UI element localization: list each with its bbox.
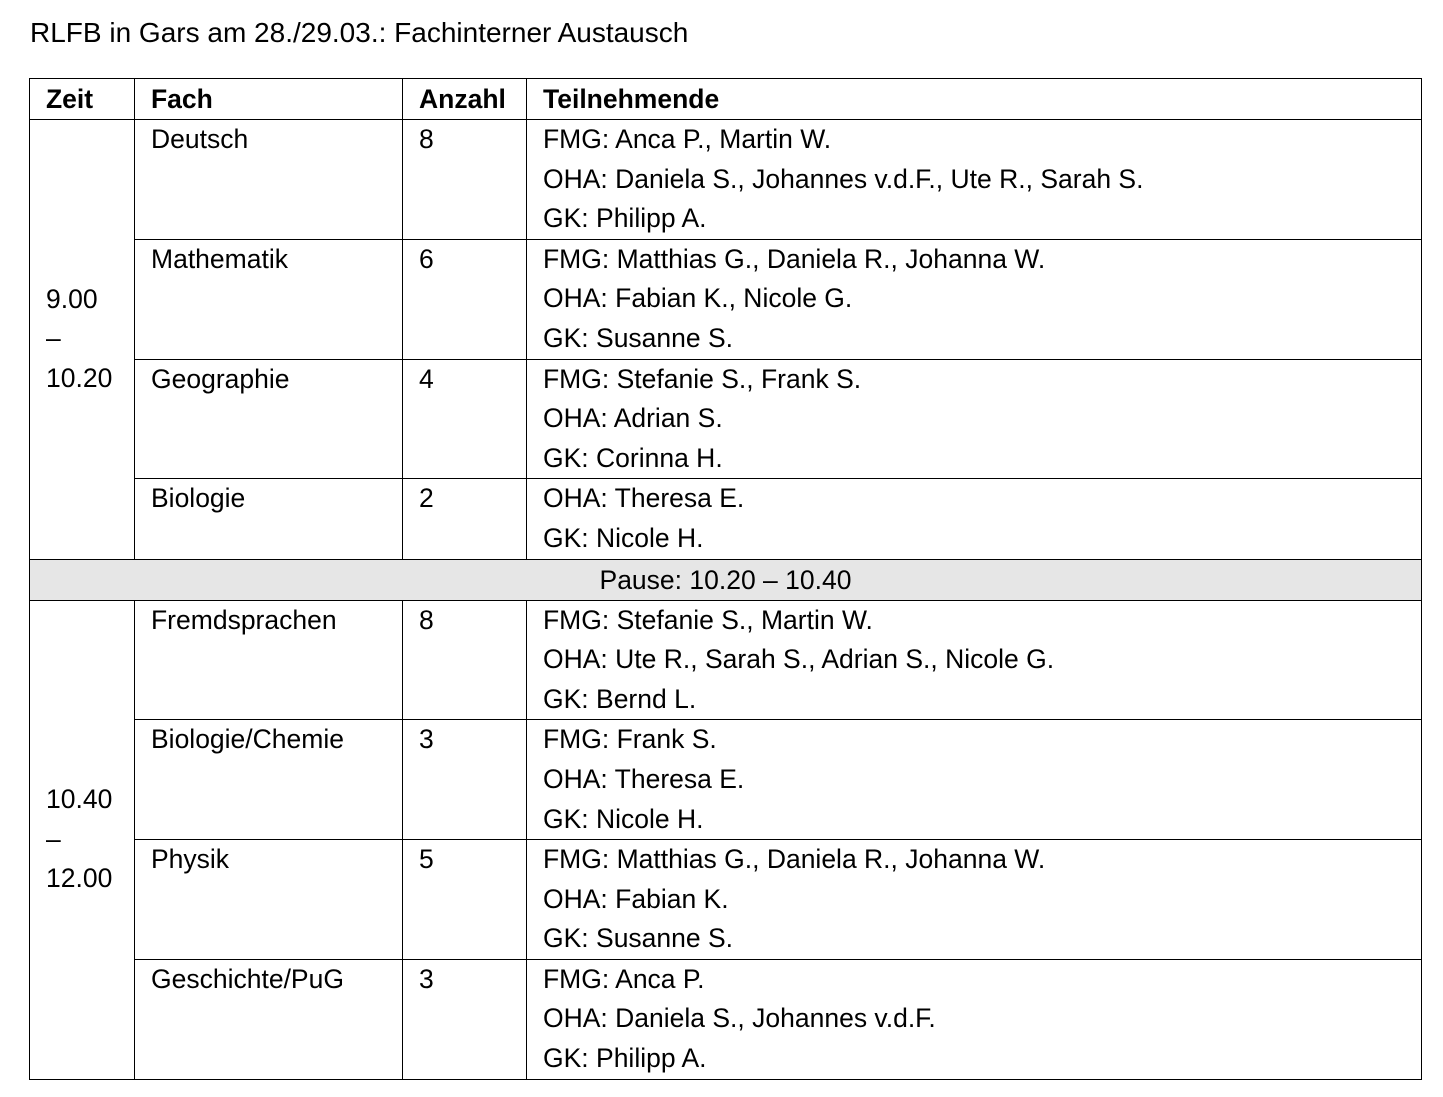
participants-line: OHA: Fabian K. (543, 883, 729, 914)
schedule-table (29, 78, 1422, 1080)
header-fach: Fach (135, 79, 403, 120)
count-cell: 8 (403, 600, 527, 720)
subject-cell: Mathematik (135, 239, 403, 359)
count-cell: 6 (403, 239, 527, 359)
time-end: 10.20 (46, 363, 113, 394)
participants-cell (527, 840, 1422, 960)
time-dash: – (46, 823, 61, 854)
header-teilnehmende: Teilnehmende (527, 79, 1422, 120)
participants-line: FMG: Stefanie S., Martin W. (543, 604, 873, 635)
time-start: 9.00 (46, 283, 98, 314)
participants-cell (527, 720, 1422, 840)
count-cell: 3 (403, 959, 527, 1079)
subject-cell: Geschichte/PuG (135, 959, 403, 1079)
table-row (30, 239, 1422, 359)
participants-cell (527, 959, 1422, 1079)
count-cell: 2 (403, 479, 527, 559)
participants-line: OHA: Daniela S., Johannes v.d.F. (543, 1003, 936, 1034)
subject-cell: Biologie/Chemie (135, 720, 403, 840)
participants-line: FMG: Stefanie S., Frank S. (543, 363, 862, 394)
participants-line: GK: Nicole H. (543, 522, 704, 553)
table-row (30, 479, 1422, 559)
subject-cell: Geographie (135, 359, 403, 479)
participants-line: OHA: Fabian K., Nicole G. (543, 283, 853, 314)
count-cell: 3 (403, 720, 527, 840)
header-anzahl: Anzahl (403, 79, 527, 120)
participants-line: OHA: Theresa E. (543, 763, 745, 794)
participants-cell (527, 120, 1422, 240)
participants-line: OHA: Daniela S., Johannes v.d.F., Ute R., Sarah S. (543, 163, 1144, 194)
participants-cell (527, 479, 1422, 559)
participants-line: OHA: Adrian S. (543, 403, 723, 434)
table-row (30, 359, 1422, 479)
subject-cell: Physik (135, 840, 403, 960)
time-slot-1 (30, 120, 135, 560)
document-title: RLFB in Gars am 28./29.03.: Fachinterner Austausch (30, 17, 689, 48)
table-row (30, 120, 1422, 240)
pause-row (30, 559, 1422, 600)
table-row (30, 959, 1422, 1079)
participants-line: OHA: Ute R., Sarah S., Adrian S., Nicole G. (543, 644, 1055, 675)
participants-line: GK: Philipp A. (543, 1043, 707, 1074)
time-end: 12.00 (46, 863, 113, 894)
table-row (30, 720, 1422, 840)
table-row (30, 840, 1422, 960)
participants-line: FMG: Frank S. (543, 724, 717, 755)
pause-cell: Pause: 10.20 – 10.40 (30, 559, 1422, 600)
participants-line: FMG: Anca P., Martin W. (543, 124, 832, 154)
table-header-row (30, 79, 1422, 120)
participants-line: GK: Corinna H. (543, 442, 723, 473)
count-cell: 4 (403, 359, 527, 479)
subject-cell: Deutsch (135, 120, 403, 240)
participants-cell (527, 600, 1422, 720)
participants-line: GK: Philipp A. (543, 203, 707, 234)
participants-line: FMG: Matthias G., Daniela R., Johanna W. (543, 844, 1046, 875)
time-start: 10.40 (46, 784, 113, 815)
table-row (30, 600, 1422, 720)
time-dash: – (46, 323, 61, 354)
header-zeit: Zeit (30, 79, 135, 120)
participants-line: GK: Nicole H. (543, 803, 704, 834)
subject-cell: Biologie (135, 479, 403, 559)
participants-cell (527, 359, 1422, 479)
participants-line: GK: Susanne S. (543, 322, 734, 353)
count-cell: 8 (403, 120, 527, 240)
count-cell: 5 (403, 840, 527, 960)
subject-cell: Fremdsprachen (135, 600, 403, 720)
participants-line: GK: Susanne S. (543, 923, 734, 954)
participants-line: OHA: Theresa E. (543, 483, 745, 514)
time-slot-2 (30, 600, 135, 1079)
participants-line: FMG: Anca P. (543, 963, 705, 994)
participants-line: FMG: Matthias G., Daniela R., Johanna W. (543, 243, 1046, 274)
participants-line: GK: Bernd L. (543, 683, 697, 714)
participants-cell (527, 239, 1422, 359)
